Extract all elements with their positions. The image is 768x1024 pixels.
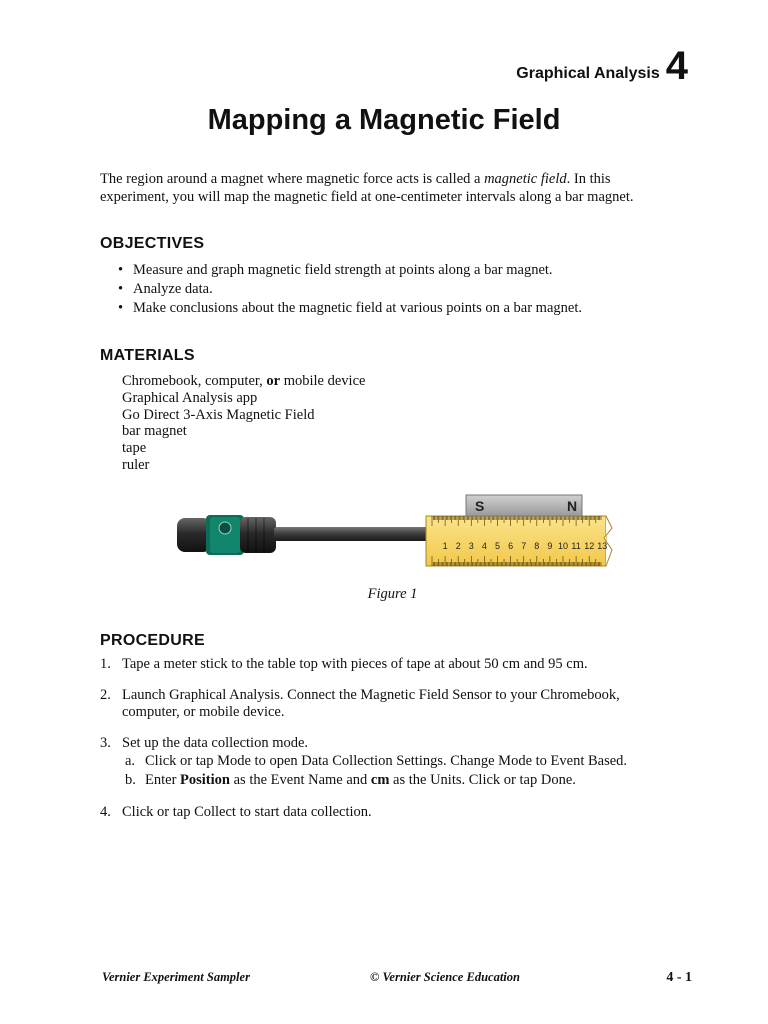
objective-text: Measure and graph magnetic field strength at points along a bar magnet. [133, 262, 553, 278]
ruler-number: 12 [584, 541, 595, 551]
material-item: ruler [122, 456, 150, 473]
figure-sensor-ruler [170, 488, 620, 568]
step-text: Set up the data collection mode. [122, 735, 309, 751]
substep-letter: a. [125, 753, 136, 769]
step-text: Launch Graphical Analysis. Connect the Magnetic Field Sensor to your Chromebook, computer, or mobile device. [122, 687, 620, 720]
ruler-number: 8 [534, 541, 540, 551]
objective-text: Analyze data. [133, 281, 213, 297]
objectives-heading: OBJECTIVES [100, 235, 205, 252]
step-number: 3. [100, 735, 111, 751]
footer-center: © Vernier Science Education [370, 970, 520, 984]
intro-emphasis: magnetic field [484, 171, 567, 187]
objective-text: Make conclusions about the magnetic field at various points on a bar magnet. [133, 300, 582, 316]
bar-magnet [466, 495, 582, 516]
step-text: Click or tap Collect to start data collection. [122, 804, 372, 820]
magnet-north-label: N [567, 498, 578, 514]
footer-left: Vernier Experiment Sampler [102, 970, 250, 984]
procedure-step [100, 656, 680, 673]
substep-bold: cm [370, 772, 390, 788]
substep-list [122, 752, 680, 790]
materials-heading: MATERIALS [100, 347, 195, 364]
ruler-number: 11 [571, 541, 581, 551]
ruler-number: 2 [455, 541, 461, 551]
page-title: Mapping a Magnetic Field [207, 104, 561, 136]
objective-item [100, 299, 582, 318]
material-item [122, 373, 365, 390]
chapter-label: Graphical Analysis [516, 65, 660, 82]
material-item: tape [122, 440, 147, 457]
ruler-number: 9 [547, 541, 553, 551]
intro-text-after: . In this experiment, you will map the magnetic field at one-centimeter intervals along a bar magnet. [100, 171, 634, 205]
ruler [426, 516, 612, 566]
ruler-number: 4 [481, 541, 487, 551]
chapter-number: 4 [665, 44, 688, 88]
chapter-header [516, 46, 688, 86]
ruler-number: 3 [468, 541, 474, 551]
ruler-number: 7 [521, 541, 527, 551]
intro-text-before: The region around a magnet where magnetic force acts is called a [100, 171, 485, 187]
magnet-south-label: S [475, 498, 485, 514]
objective-item [100, 280, 582, 299]
substep [122, 771, 680, 790]
ruler-number: 13 [597, 541, 608, 551]
bullet-icon: • [118, 281, 124, 297]
material-item: bar magnet [122, 423, 187, 440]
page-number: 4 - 1 [666, 970, 692, 985]
substep-text: Click or tap Mode to open Data Collection Settings. Change Mode to Event Based. [145, 753, 628, 769]
bullet-icon: • [118, 300, 124, 316]
materials-list [122, 373, 365, 474]
sensor-probe [177, 515, 436, 555]
substep [122, 752, 680, 771]
ruler-number: 6 [508, 541, 514, 551]
bullet-icon: • [118, 262, 124, 278]
ruler-number: 10 [557, 541, 569, 551]
procedure-step [100, 804, 680, 821]
substep-text: Enter [145, 772, 181, 788]
substep-letter: b. [125, 772, 136, 788]
material-item: Go Direct 3-Axis Magnetic Field [122, 406, 315, 423]
objectives-list [100, 261, 582, 318]
ruler-number: 5 [494, 541, 501, 551]
ruler-number: 1 [442, 541, 448, 551]
step-text: Tape a meter stick to the table top with pieces of tape at about 50 cm and 95 cm. [122, 656, 588, 672]
material-item: Graphical Analysis app [122, 389, 258, 406]
material-or: or [266, 373, 281, 389]
step-number: 1. [100, 656, 111, 672]
procedure-step [100, 687, 680, 721]
intro-paragraph [100, 170, 680, 206]
substep-text: as the Units. Click or tap Done. [389, 772, 576, 788]
step-number: 2. [100, 687, 111, 703]
procedure-heading: PROCEDURE [100, 632, 205, 649]
substep-text: as the Event Name and [229, 772, 371, 788]
substep-bold: Position [180, 772, 230, 788]
objective-item [100, 261, 582, 280]
material-text: Chromebook, computer, [122, 373, 267, 389]
procedure-step [100, 735, 680, 790]
step-number: 4. [100, 804, 111, 820]
material-text: mobile device [280, 373, 366, 389]
figure-caption: Figure 1 [367, 586, 418, 602]
procedure-list [100, 656, 680, 835]
